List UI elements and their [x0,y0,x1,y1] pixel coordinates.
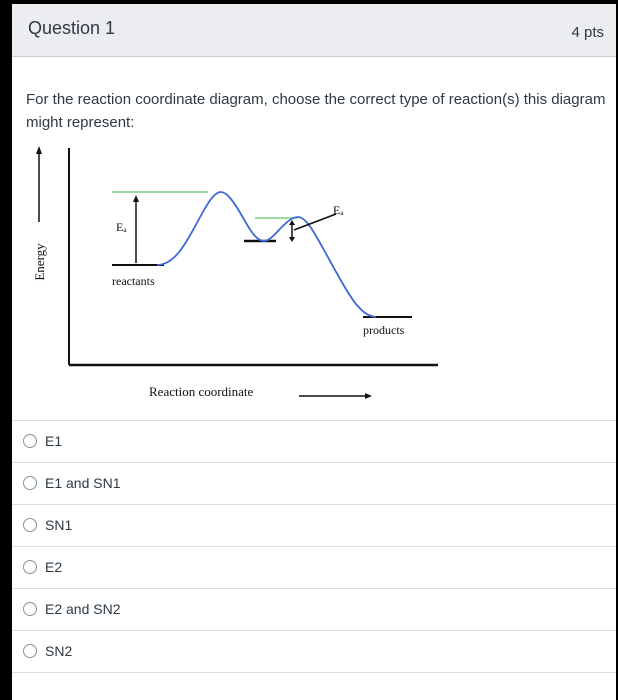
reaction-coordinate-arrowhead [365,393,372,399]
answer-label: SN2 [45,643,73,659]
energy-axis-label: Energy [32,243,47,281]
radio-button[interactable] [23,434,37,448]
radio-button[interactable] [23,560,37,574]
answer-option[interactable] [12,547,616,589]
question-points: 4 pts [571,24,604,41]
radio-button[interactable] [23,518,37,532]
reactants-label: reactants [112,274,155,288]
energy-axis-arrowhead [36,146,42,154]
reaction-coordinate-diagram [26,144,446,409]
answer-label: E2 [45,559,63,575]
answer-label: E1 [45,433,63,449]
answer-label: E2 and SN2 [45,601,121,617]
reaction-coordinate-label: Reaction coordinate [149,384,254,399]
answer-option[interactable] [12,421,616,463]
radio-button[interactable] [23,476,37,490]
ea2-pointer-line [294,214,336,230]
answer-option[interactable] [12,505,616,547]
radio-button[interactable] [23,602,37,616]
answer-label: SN1 [45,517,73,533]
answer-option[interactable] [12,589,616,631]
ea2-arrowhead-down [289,237,295,242]
question-prompt: For the reaction coordinate diagram, choose the correct type of reaction(s) this diagram might represent: [26,91,606,131]
radio-button[interactable] [23,644,37,658]
question-header [12,4,616,57]
ea1-arrowhead [133,195,139,202]
answer-option[interactable] [12,463,616,505]
ea1-label: Eₐ [116,220,127,234]
answer-option[interactable] [12,631,616,673]
ea2-label: Eₐ [333,203,344,217]
answer-label: E1 and SN1 [45,475,121,491]
question-card [12,4,616,700]
answer-list [12,420,616,673]
question-title: Question 1 [28,18,116,38]
products-label: products [363,323,405,337]
